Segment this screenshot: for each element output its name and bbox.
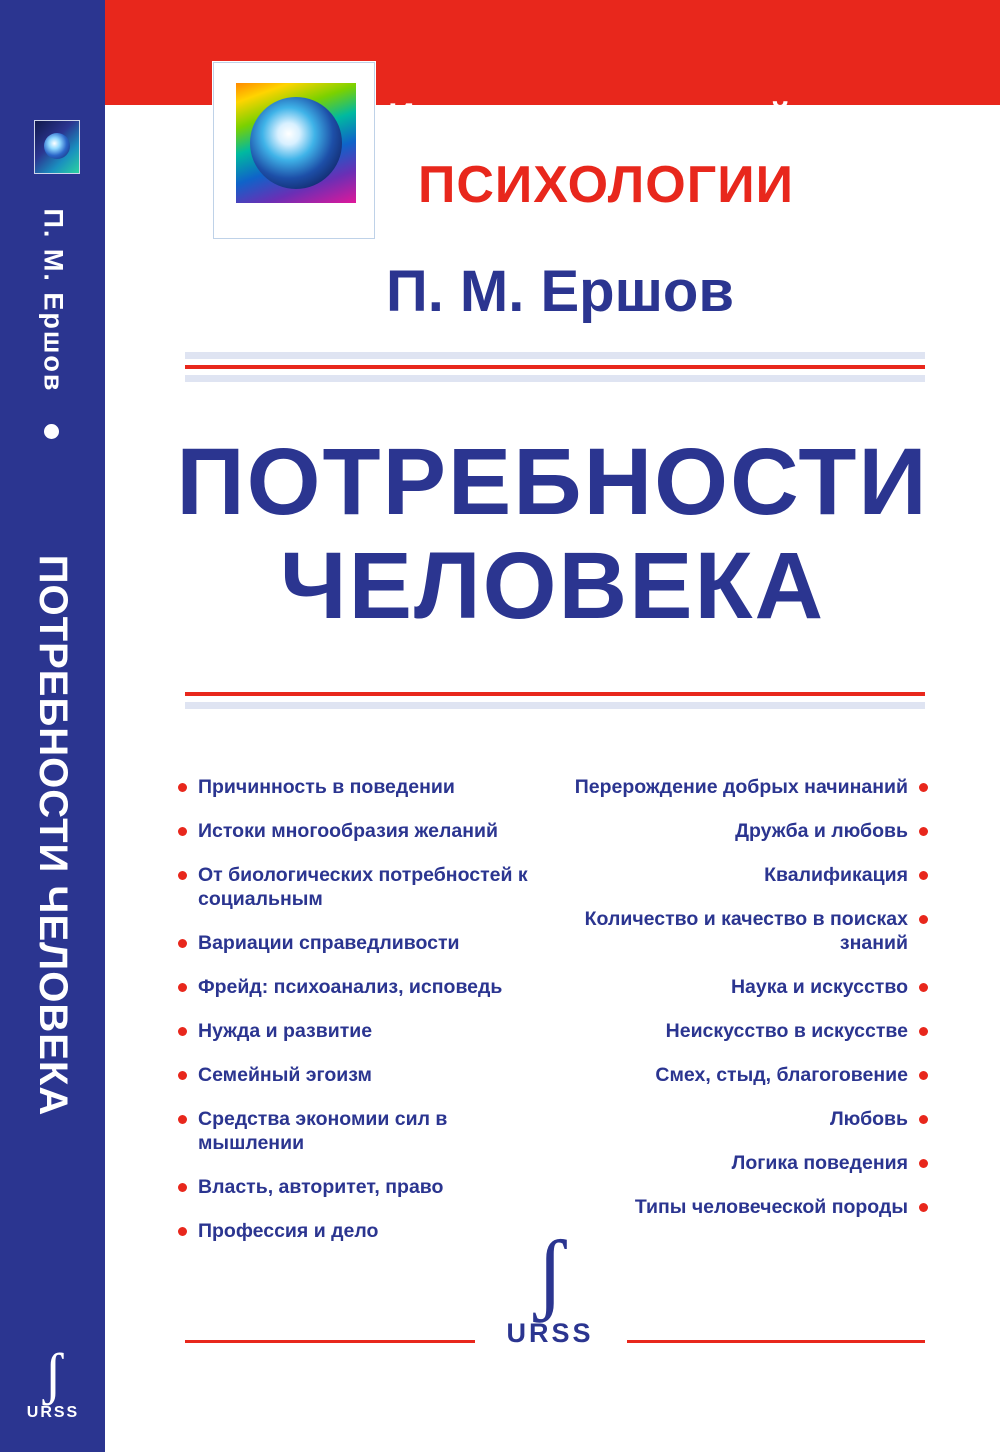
list-item: Семейный эгоизм	[178, 1063, 543, 1087]
topics-column-left	[178, 775, 543, 1263]
topics-list	[178, 775, 928, 1263]
series-emblem-icon	[236, 83, 356, 203]
rule-blue-bottom	[185, 702, 925, 709]
spine-publisher	[18, 1341, 88, 1422]
list-item: Вариации справедливости	[178, 931, 543, 955]
list-item: Профессия и дело	[178, 1219, 543, 1243]
spine-publisher-mark-icon: ʃ	[43, 1341, 63, 1406]
list-item: Смех, стыд, благоговение	[563, 1063, 928, 1087]
list-item: Истоки многообразия желаний	[178, 819, 543, 843]
rule-blue-top	[185, 352, 925, 359]
list-item: Дружба и любовь	[563, 819, 928, 843]
series-line-2: ПСИХОЛОГИИ	[418, 156, 794, 214]
list-item: Логика поведения	[563, 1151, 928, 1175]
list-item: Неискусство в искусстве	[563, 1019, 928, 1043]
list-item: Причинность в поведении	[178, 775, 543, 799]
list-item: Типы человеческой породы	[563, 1195, 928, 1219]
spine-publisher-name: URSS	[26, 1404, 80, 1421]
decorative-rules-bottom	[185, 692, 925, 715]
list-item: Власть, авторитет, право	[178, 1175, 543, 1199]
title-line-1: ПОТРЕБНОСТИ	[176, 429, 929, 535]
spine-author	[0, 185, 105, 415]
spine-emblem-icon	[34, 120, 80, 174]
list-item: Наука и искусство	[563, 975, 928, 999]
list-item: Фрейд: психоанализ, исповедь	[178, 975, 543, 999]
author-name: П. М. Ершов	[386, 259, 734, 324]
list-item: Количество и качество в поисках знаний	[563, 907, 928, 955]
spine-separator-dot	[44, 424, 59, 439]
publisher-name: URSS	[506, 1318, 594, 1348]
topics-column-right	[563, 775, 928, 1263]
rule-bottom-right	[627, 1340, 925, 1343]
rule-red-top	[185, 365, 925, 369]
page-title	[105, 430, 1000, 638]
list-item: Нужда и развитие	[178, 1019, 543, 1043]
list-item: Перерождение добрых начинаний	[563, 775, 928, 799]
rule-red-bottom	[185, 692, 925, 696]
list-item: Квалификация	[563, 863, 928, 887]
list-item: Любовь	[563, 1107, 928, 1131]
publisher-mark-icon: ʃ	[534, 1221, 566, 1323]
top-red-band	[0, 0, 1000, 105]
rule-bottom-left	[185, 1340, 475, 1343]
rule-blue-top-2	[185, 375, 925, 382]
spine-title	[0, 455, 105, 1215]
list-item: Средства экономии сил в мышлении	[178, 1107, 543, 1155]
series-emblem-sphere-icon	[250, 97, 342, 189]
spine-emblem-ring-icon	[44, 133, 70, 159]
spine-title-text: ПОТРЕБНОСТИ ЧЕЛОВЕКА	[31, 554, 75, 1116]
list-item: От биологических потребностей к социальным	[178, 863, 543, 911]
title-line-2: ЧЕЛОВЕКА	[279, 533, 826, 639]
publisher-logo	[490, 1221, 610, 1349]
spine-author-text: П. М. Ершов	[38, 208, 68, 392]
series-logo-frame	[213, 62, 375, 239]
series-line-1: Из наследия мировой	[388, 96, 792, 137]
decorative-rules-top	[185, 352, 925, 382]
